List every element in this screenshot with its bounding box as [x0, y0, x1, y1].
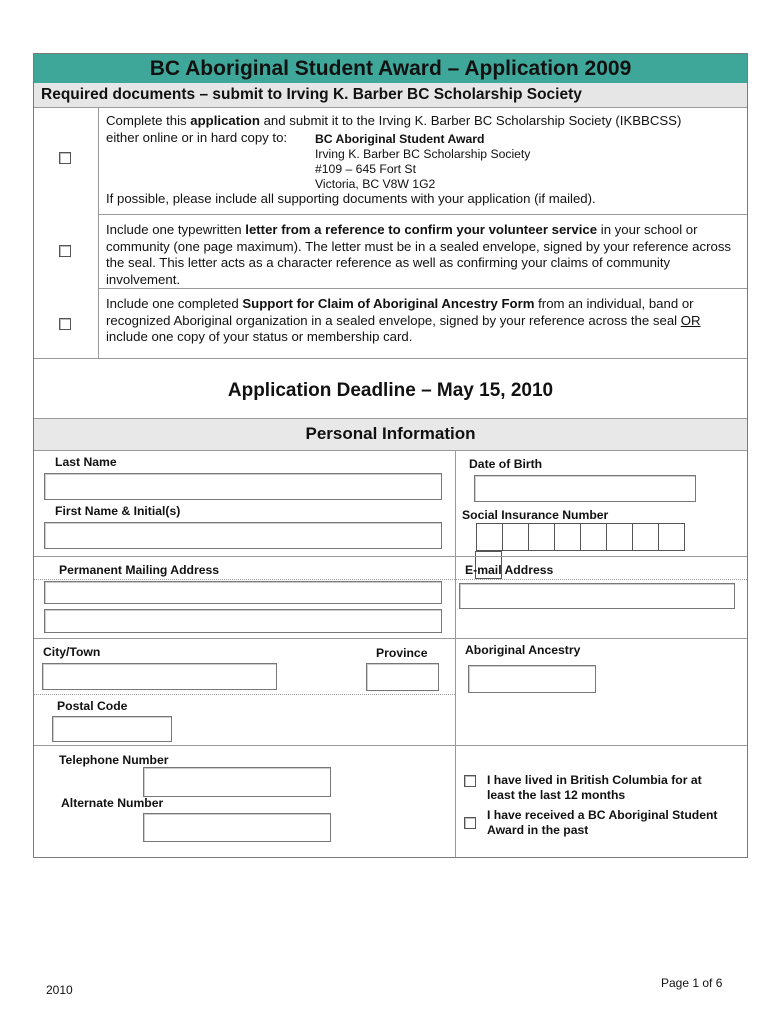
divider [34, 556, 747, 557]
mailing-address-line-1[interactable] [44, 581, 442, 604]
personal-information-heading: Personal Information [34, 419, 747, 450]
divider [34, 358, 747, 359]
page-number: Page 1 of 6 [661, 976, 723, 990]
sin-digit[interactable] [528, 523, 555, 551]
province-label: Province [376, 646, 428, 660]
alternate-number-label: Alternate Number [61, 796, 164, 810]
checkbox-reference-letter[interactable] [59, 245, 71, 257]
postal-code-label: Postal Code [57, 699, 128, 713]
mailing-address-label: Permanent Mailing Address [59, 563, 220, 577]
telephone-input[interactable] [143, 767, 331, 797]
city-input[interactable] [42, 663, 277, 690]
sin-digit[interactable] [554, 523, 581, 551]
postal-code-input[interactable] [52, 716, 172, 742]
email-input[interactable] [459, 583, 735, 609]
bc-resident-text: I have lived in British Columbia for at least the last 12 months [487, 773, 702, 802]
item-application-note: If possible, please include all supporting documents with your application (if mailed). [106, 191, 596, 206]
sin-digit[interactable] [658, 523, 685, 551]
previous-award-text: I have received a BC Aboriginal Student Award in the past [487, 808, 718, 837]
sin-input[interactable] [476, 523, 706, 551]
mailing-address-line-2[interactable] [44, 609, 442, 633]
telephone-label: Telephone Number [59, 753, 169, 767]
date-of-birth-label: Date of Birth [469, 457, 543, 471]
sin-digit[interactable] [502, 523, 529, 551]
sin-digit[interactable] [580, 523, 607, 551]
divider [34, 638, 747, 639]
checkbox-application[interactable] [59, 152, 71, 164]
date-of-birth-input[interactable] [474, 475, 696, 502]
alternate-number-input[interactable] [143, 813, 331, 842]
email-label: E-mail Address [465, 563, 554, 577]
mailing-address-block: BC Aboriginal Student Award Irving K. Barber BC Scholarship Society #109 – 645 Fort St Victoria, BC V8W 1G2 [315, 131, 531, 191]
application-deadline: Application Deadline – May 15, 2010 [227, 380, 554, 401]
form-title: BC Aboriginal Student Award – Application 2009 [34, 54, 747, 83]
checkbox-previous-award[interactable] [464, 817, 476, 829]
footer-year: 2010 [46, 983, 73, 997]
item-ancestry-form-text: Include one completed Support for Claim of Aboriginal Ancestry Form from an individual, band or recognized Aboriginal organization in a sealed envelope, signed by your reference across the seal OR include one copy of your status or membership card. [106, 296, 701, 344]
divider [98, 107, 99, 358]
divider [455, 579, 747, 580]
item-reference-letter-text: Include one typewritten letter from a reference to confirm your volunteer service in your school or community (one page maximum). The letter must be in a sealed envelope, signed by your reference across the seal. This letter acts as a character reference as well as confirming your claims of community involvement. [106, 222, 732, 287]
ancestry-input[interactable] [468, 665, 596, 693]
item-application-text: Complete this application and submit it to the Irving K. Barber BC Scholarship Society (IKBBCSS) either online or in hard copy to: BC Aboriginal Student Award Irving K. Barber BC Scholarship Society #109 – 645 Fort St Victoria, BC V8W 1G2 [106, 113, 682, 191]
province-input[interactable] [366, 663, 439, 691]
city-label: City/Town [43, 645, 101, 659]
first-name-label: First Name & Initial(s) [55, 504, 181, 518]
divider [455, 450, 456, 857]
divider [34, 107, 747, 108]
sin-digit[interactable] [632, 523, 659, 551]
first-name-input[interactable] [44, 522, 442, 549]
divider [34, 579, 455, 580]
ancestry-label: Aboriginal Ancestry [465, 643, 581, 657]
checkbox-ancestry-form[interactable] [59, 318, 71, 330]
last-name-input[interactable] [44, 473, 442, 500]
sin-digit[interactable] [476, 523, 503, 551]
divider [98, 214, 747, 215]
divider [34, 450, 747, 451]
sin-digit[interactable] [606, 523, 633, 551]
divider [98, 288, 747, 289]
required-documents-heading: Required documents – submit to Irving K. Barber BC Scholarship Society [34, 83, 747, 107]
divider [34, 694, 455, 695]
divider [34, 745, 747, 746]
last-name-label: Last Name [55, 455, 117, 469]
sin-label: Social Insurance Number [462, 508, 609, 522]
checkbox-bc-resident[interactable] [464, 775, 476, 787]
